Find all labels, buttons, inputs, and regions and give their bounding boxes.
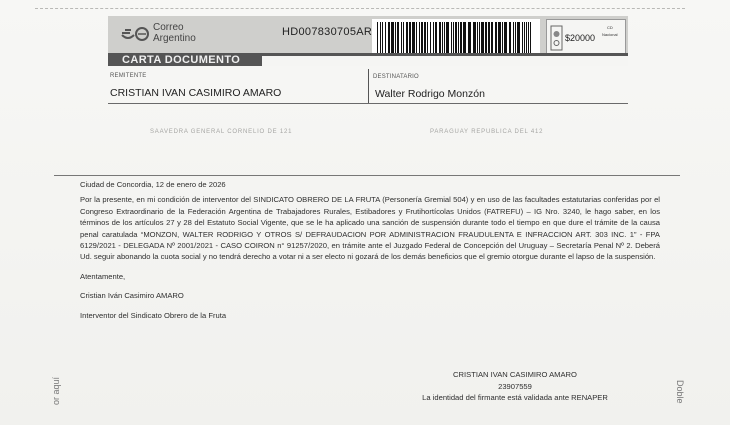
barcode-bar [479, 22, 480, 54]
barcode-bar [444, 22, 445, 54]
document-title: CARTA DOCUMENTO [122, 54, 241, 66]
stamp-price: $20000 [565, 33, 596, 43]
barcode-bar [504, 22, 507, 54]
barcode-bar [435, 22, 437, 54]
letter-body [80, 179, 660, 321]
barcode-bar [458, 22, 459, 54]
barcode-bar [481, 22, 484, 54]
barcode-bar [412, 22, 415, 54]
left-margin-text: or aquí [51, 376, 61, 405]
remitente-name: CRISTIAN IVAN CASIMIRO AMARO [110, 87, 282, 99]
field-divider [368, 69, 369, 103]
barcode-bar [526, 22, 527, 54]
barcode-bar [377, 22, 378, 54]
barcode-bar [455, 22, 457, 54]
barcode-bar [442, 22, 443, 54]
letter-signer-role: Interventor del Sindicato Obrero de la Fruta [80, 310, 227, 320]
barcode-bar [491, 22, 493, 54]
barcode-bar [477, 22, 478, 54]
barcode-bar [424, 22, 426, 54]
logo-text [153, 22, 196, 44]
barcode-bar [488, 22, 490, 54]
right-margin-text: Doble [675, 380, 685, 404]
barcode-bar [388, 22, 390, 54]
barcode-bar [382, 22, 383, 54]
barcode-bar [416, 22, 417, 54]
letter-date: Ciudad de Concordia, 12 de enero de 2026 [80, 180, 226, 189]
barcode-bar [395, 22, 396, 54]
destinatario-address: PARAGUAY REPUBLICA DEL 412 [430, 129, 544, 135]
barcode-bar [502, 22, 503, 54]
barcode-bars [377, 22, 535, 54]
barcode-bar [485, 22, 487, 54]
postage-stamp [546, 19, 626, 57]
signature-validation: La identidad del firmante está validada ante RENAPER [422, 393, 608, 403]
barcode-bar [421, 22, 423, 54]
stamp-seal-icon [550, 25, 563, 51]
barcode-bar [451, 22, 452, 54]
signature-block [380, 369, 650, 404]
barcode-bar [517, 22, 520, 54]
barcode-bar [453, 22, 454, 54]
letter-main-paragraph: Por la presente, en mi condición de interventor del SINDICATO OBRERO DE LA FRUTA (Personería Gremial 504) y en uso de las facultades estatutarias conferidas por el Congreso Extraordinario de la Federación Argentina de Trabajadores Rurales, Estibadores y Frutihortícolas Unidos (FATREFU) – IG Nro. 3240, le hago saber, en los términos de los artículos 27 y 28 del Estatuto Social Vigente, que se le ha aplicado una sanción de suspensión durante todo el tiempo en que dure el trámite de la causa penal caratulada “MONZON, WALTER RODRIGO Y OTROS S/ DEFRAUDACION POR ADMINISTRACION FRAUDULENTA E INFRACCION ART. 303 INC. 1” - FPA 6129/2021 - DELEGADA Nº 2001/2021 - CASO COIRON n° 91257/2020, en trámite ante el Juzgado Federal de Concepción del Uruguay – Secretaría Penal Nº 2. Deberá Ud. seguir abonando la cuota social y no tendrá derecho a votar ni a ser electo ni gozará de los demás beneficios que el gremio otorgue durante el lapso de la suspensión. [80, 195, 660, 262]
barcode-bar [446, 22, 449, 54]
letter-signer-name: Cristian Iván Casimiro AMARO [80, 291, 184, 301]
correo-argentino-logo [120, 22, 200, 50]
logo-line1: Correo [153, 22, 184, 33]
barcode-bar [522, 22, 523, 54]
barcode-bar [524, 22, 525, 54]
header-rule [108, 103, 628, 104]
barcode-bar [528, 22, 529, 54]
barcode-bar [513, 22, 514, 54]
barcode-bar [391, 22, 394, 54]
correo-logo-icon [120, 25, 150, 43]
tracking-number: HD007830705AR [282, 26, 373, 38]
barcode-bar [495, 22, 497, 54]
logo-line2: Argentino [153, 33, 196, 44]
barcode-bar [468, 22, 471, 54]
title-bar-blank [262, 56, 628, 66]
signature-id: 23907559 [498, 381, 532, 391]
barcode-bar [463, 22, 466, 54]
barcode-bar [430, 22, 431, 54]
barcode-bar [385, 22, 386, 54]
barcode-bar [439, 22, 441, 54]
stamp-nacional-label: Nacional [602, 32, 618, 37]
barcode-bar [498, 22, 501, 54]
remitente-label: REMITENTE [110, 73, 147, 79]
letter-closing: Atentamente, [80, 271, 126, 281]
barcode-bar [419, 22, 420, 54]
barcode-bar [530, 22, 531, 54]
barcode-bar [509, 22, 511, 54]
destinatario-name: Walter Rodrigo Monzón [375, 88, 485, 100]
barcode-bar [433, 22, 434, 54]
destinatario-label: DESTINATARIO [373, 74, 419, 80]
signature-name: CRISTIAN IVAN CASIMIRO AMARO [453, 370, 577, 379]
remitente-address: SAAVEDRA GENERAL CORNELIO DE 121 [150, 129, 293, 135]
barcode-bar [409, 22, 411, 54]
barcode-bar [460, 22, 462, 54]
barcode-bar [427, 22, 428, 54]
barcode-bar [401, 22, 402, 54]
barcode-bar [406, 22, 408, 54]
barcode-bar [473, 22, 476, 54]
perforation-line [35, 8, 685, 9]
barcode-bar [403, 22, 404, 54]
barcode-bar [515, 22, 516, 54]
barcode-bar [397, 22, 399, 54]
barcode-bar [380, 22, 381, 54]
barcode [372, 19, 540, 57]
stamp-cd-label: CD [607, 25, 613, 30]
body-rule [54, 175, 680, 176]
